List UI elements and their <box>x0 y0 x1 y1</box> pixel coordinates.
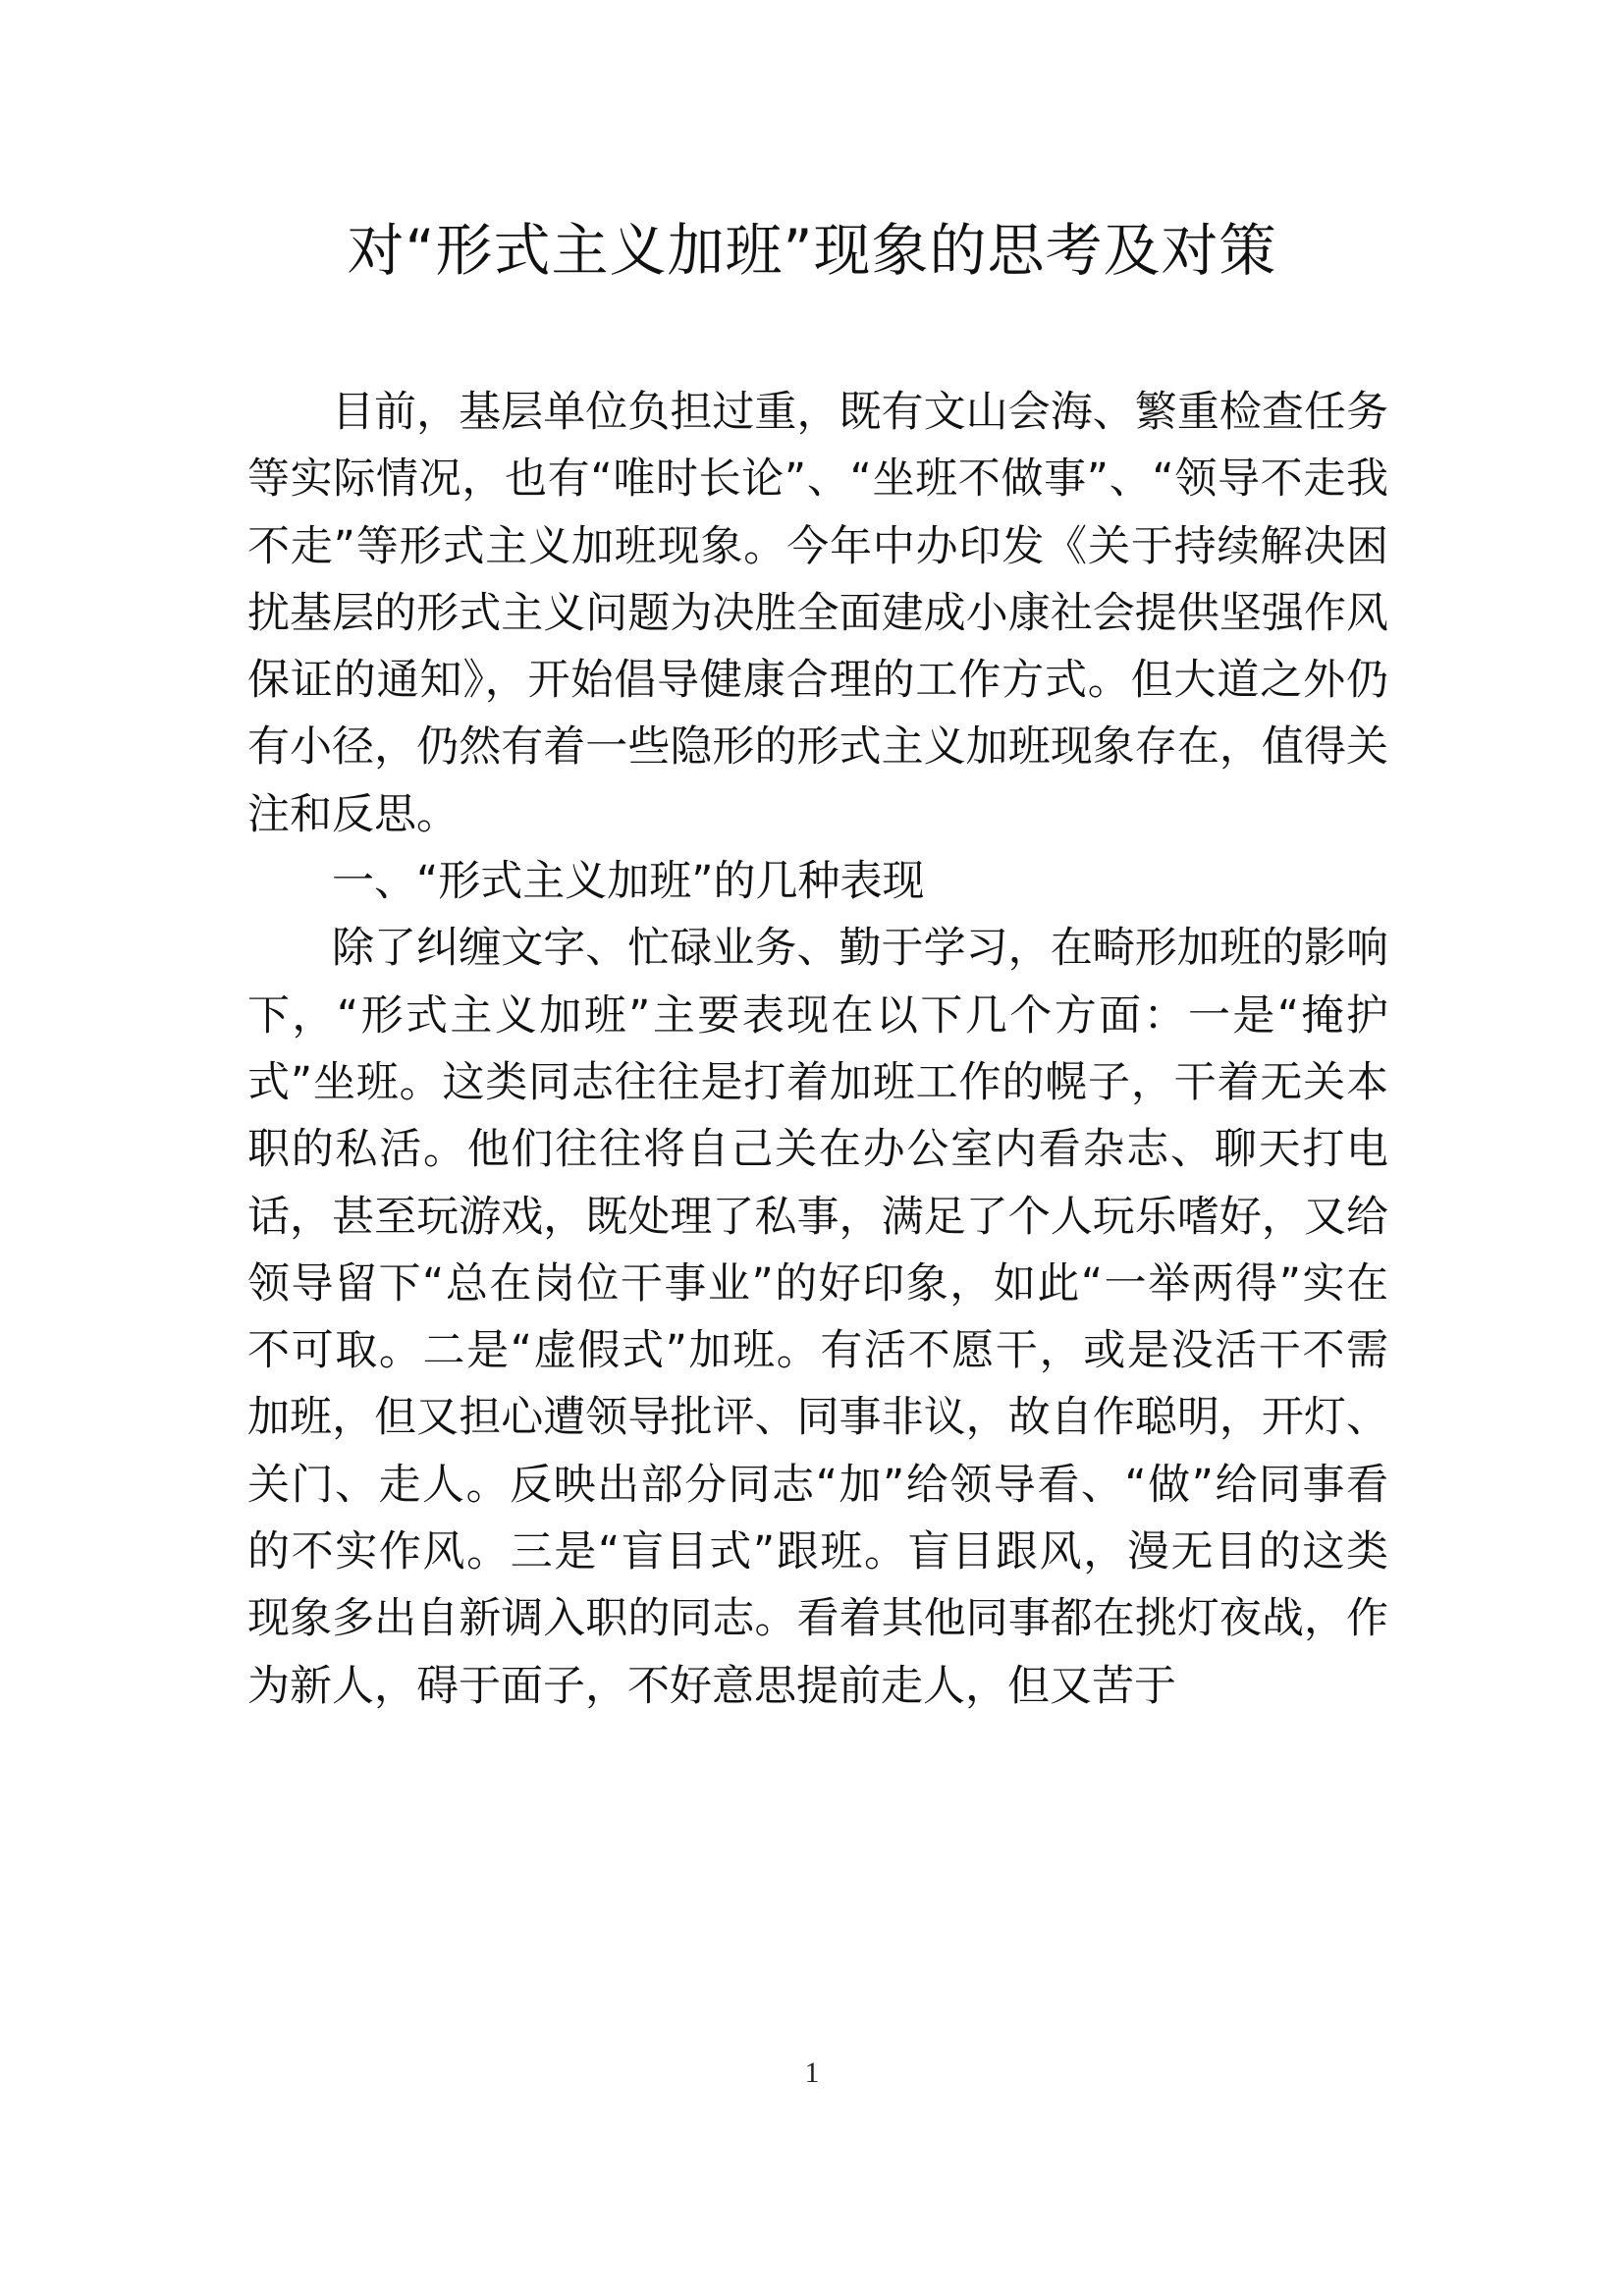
section-heading-1: 一、“形式主义加班”的几种表现 <box>332 857 925 907</box>
document-title: 对“形式主义加班”现象的思考及对策 <box>347 217 1277 284</box>
page-number: 1 <box>804 2056 820 2089</box>
paragraph-manifestations: 除了纠缠文字、忙碌业务、勤于学习，在畸形加班的影响下，“形式主义加班”主要表现在以下几个方面：一是“掩护式”坐班。这类同志往往是打着加班工作的幌子，干着无关本职的私活。他们往往将自己关在办公室内看杂志、聊天打电话，甚至玩游戏，既处理了私事，满足了个人玩乐嗜好，又给领导留下“总在岗位干事业”的好印象，如此“一举两得”实在不可取。二是“虚假式”加班。有活不愿干，或是没活干不需加班，但又担心遭领导批评、同事非议，故自作聪明，开灯、关门、走人。反映出部分同志“加”给领导看、“做”给同事看的不实作风。三是“盲目式”跟班。盲目跟风，漫无目的这类现象多出自新调入职的同志。看着其他同事都在挑灯夜战，作为新人，碍于面子，不好意思提前走人，但又苦于 <box>247 924 1388 1711</box>
document-body <box>247 379 1388 1720</box>
paragraph-intro: 目前，基层单位负担过重，既有文山会海、繁重检查任务等实际情况，也有“唯时长论”、“坐班不做事”、“领导不走我不走”等形式主义加班现象。今年中办印发《关于持续解决困扰基层的形式主义问题为决胜全面建成小康社会提供坚强作风保证的通知》，开始倡导健康合理的工作方式。但大道之外仍有小径，仍然有着一些隐形的形式主义加班现象存在，值得关注和反思。 <box>247 388 1388 839</box>
